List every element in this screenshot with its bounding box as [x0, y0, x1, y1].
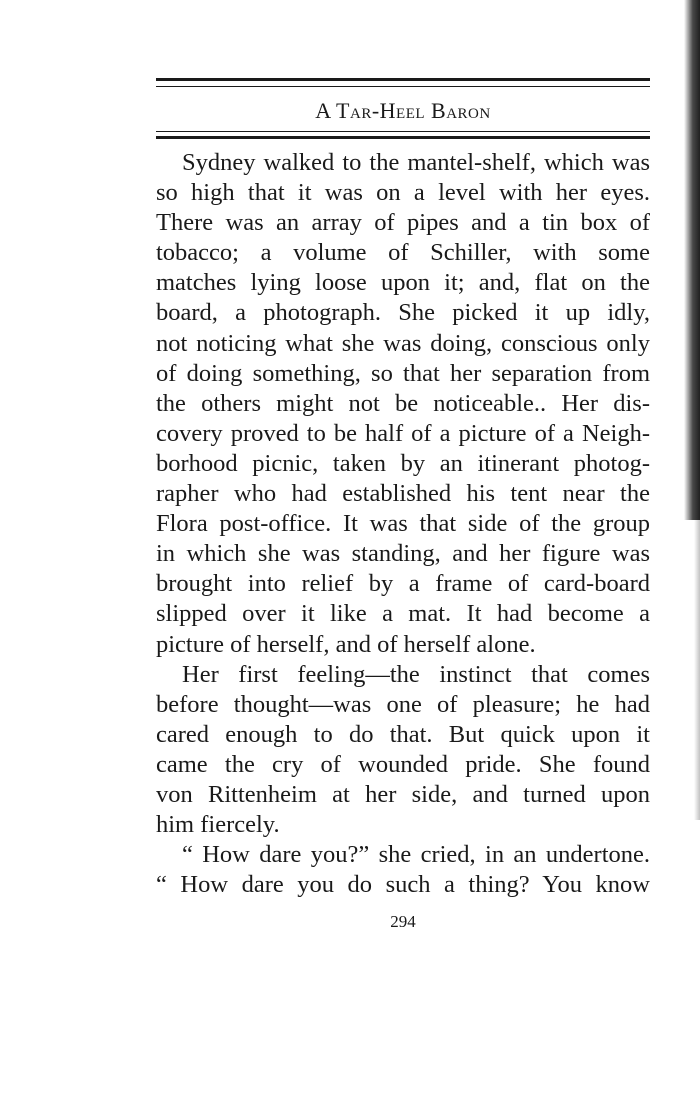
page-number: 294	[390, 912, 416, 931]
text-line: “ How dare you?” she cried, in an undertone.	[182, 841, 650, 869]
text-line: brought into relief by a frame of card-board	[156, 570, 650, 598]
text-line: Her first feeling—the instinct that comes	[182, 660, 650, 688]
text-line: cared enough to do that. But quick upon it	[156, 720, 650, 748]
page-edge-shadow	[684, 0, 700, 520]
text-line: in which she was standing, and her figure was	[156, 540, 650, 568]
running-head: A Tar-Heel Baron	[315, 98, 491, 123]
text-line: “ How dare you do such a thing? You know	[156, 871, 650, 899]
text-line: Flora post-office. It was that side of the group	[156, 510, 650, 538]
text-line: matches lying loose upon it; and, flat on the	[156, 269, 650, 297]
text-line: There was an array of pipes and a tin box of	[156, 209, 650, 237]
text-line: slipped over it like a mat. It had become a	[156, 600, 650, 628]
text-line: of doing something, so that her separation from	[156, 359, 650, 387]
text-line: so high that it was on a level with her eyes.	[156, 179, 650, 207]
header-rule-bottom-thick	[156, 136, 650, 139]
body-text	[156, 148, 650, 900]
header-rule-top-thin	[156, 86, 650, 87]
text-line: the others might not be noticeable.. Her dis-	[156, 389, 650, 417]
text-line: covery proved to be half of a picture of a Neigh-	[156, 419, 650, 447]
text-line: before thought—was one of pleasure; he had	[156, 690, 650, 718]
text-line: rapher who had established his tent near the	[156, 480, 650, 508]
header-rule-bottom-thin	[156, 131, 650, 132]
text-line: not noticing what she was doing, conscious only	[156, 329, 650, 357]
text-line: picture of herself, and of herself alone.	[156, 630, 536, 658]
text-line: Sydney walked to the mantel-shelf, which was	[182, 149, 650, 176]
text-line: board, a photograph. She picked it up idly,	[156, 299, 650, 327]
text-line: him fiercely.	[156, 811, 280, 839]
text-line: tobacco; a volume of Schiller, with some	[156, 239, 650, 267]
text-line: borhood picnic, taken by an itinerant photog-	[156, 449, 650, 477]
page-edge-shadow-lower	[694, 520, 700, 820]
text-line: came the cry of wounded pride. She found	[156, 750, 650, 778]
header-rule-top-thick	[156, 78, 650, 81]
text-line: von Rittenheim at her side, and turned upon	[156, 780, 650, 808]
